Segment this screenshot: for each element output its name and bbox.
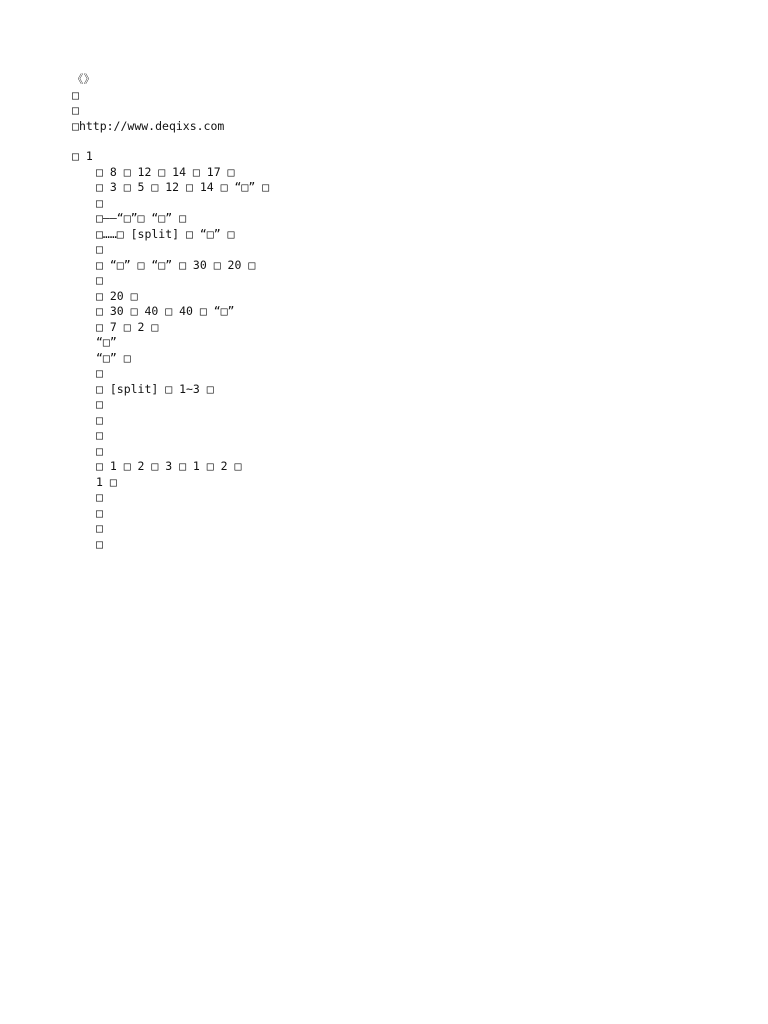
paragraph: □……□ [split] □ “□” □ (96, 226, 235, 241)
source-prefix: □ (72, 118, 79, 133)
paragraph: 1 □ (96, 474, 117, 489)
paragraph: □ 30 □ 40 □ 40 □ “□” (96, 304, 235, 318)
paragraph: □ (96, 521, 103, 535)
author-line: □ (72, 103, 79, 117)
book-title: 《》 (72, 72, 95, 86)
subtitle-line: □ (72, 87, 79, 102)
paragraph: □ (96, 195, 103, 210)
paragraph: □ (96, 273, 103, 287)
paragraph: “□” □ (96, 350, 131, 365)
paragraph: □ 3 □ 5 □ 12 □ 14 □ “□” □ (96, 180, 270, 194)
paragraph: □ (96, 242, 103, 256)
chapter-number: 1 (85, 149, 93, 163)
paragraph: □ (96, 505, 103, 520)
paragraph: □ 1 □ 2 □ 3 □ 1 □ 2 □ (96, 459, 242, 473)
paragraph: “□” (96, 335, 117, 349)
chapter-prefix: □ (72, 149, 79, 163)
spacer (72, 134, 702, 149)
paragraph: □ (96, 366, 103, 380)
paragraph: □ 20 □ (96, 288, 138, 303)
paragraph: □ (96, 536, 103, 551)
paragraph: □ 7 □ 2 □ (96, 319, 159, 334)
document-page (72, 72, 702, 552)
source-url: http://www.deqixs.com (78, 118, 225, 133)
chapter-body (72, 165, 702, 553)
paragraph: □ “□” □ “□” □ 30 □ 20 □ (96, 257, 256, 272)
paragraph: □ (96, 443, 103, 458)
title-block (72, 72, 702, 134)
paragraph: □——“□”□ “□” □ (96, 211, 187, 225)
paragraph: □ (96, 412, 103, 427)
paragraph: □ (96, 397, 103, 411)
paragraph: □ 8 □ 12 □ 14 □ 17 □ (96, 164, 235, 179)
paragraph: □ (96, 428, 103, 442)
chapter-heading (72, 149, 702, 165)
source-line (72, 119, 702, 135)
paragraph: □ (96, 490, 103, 504)
paragraph: □ [split] □ 1~3 □ (96, 381, 214, 396)
